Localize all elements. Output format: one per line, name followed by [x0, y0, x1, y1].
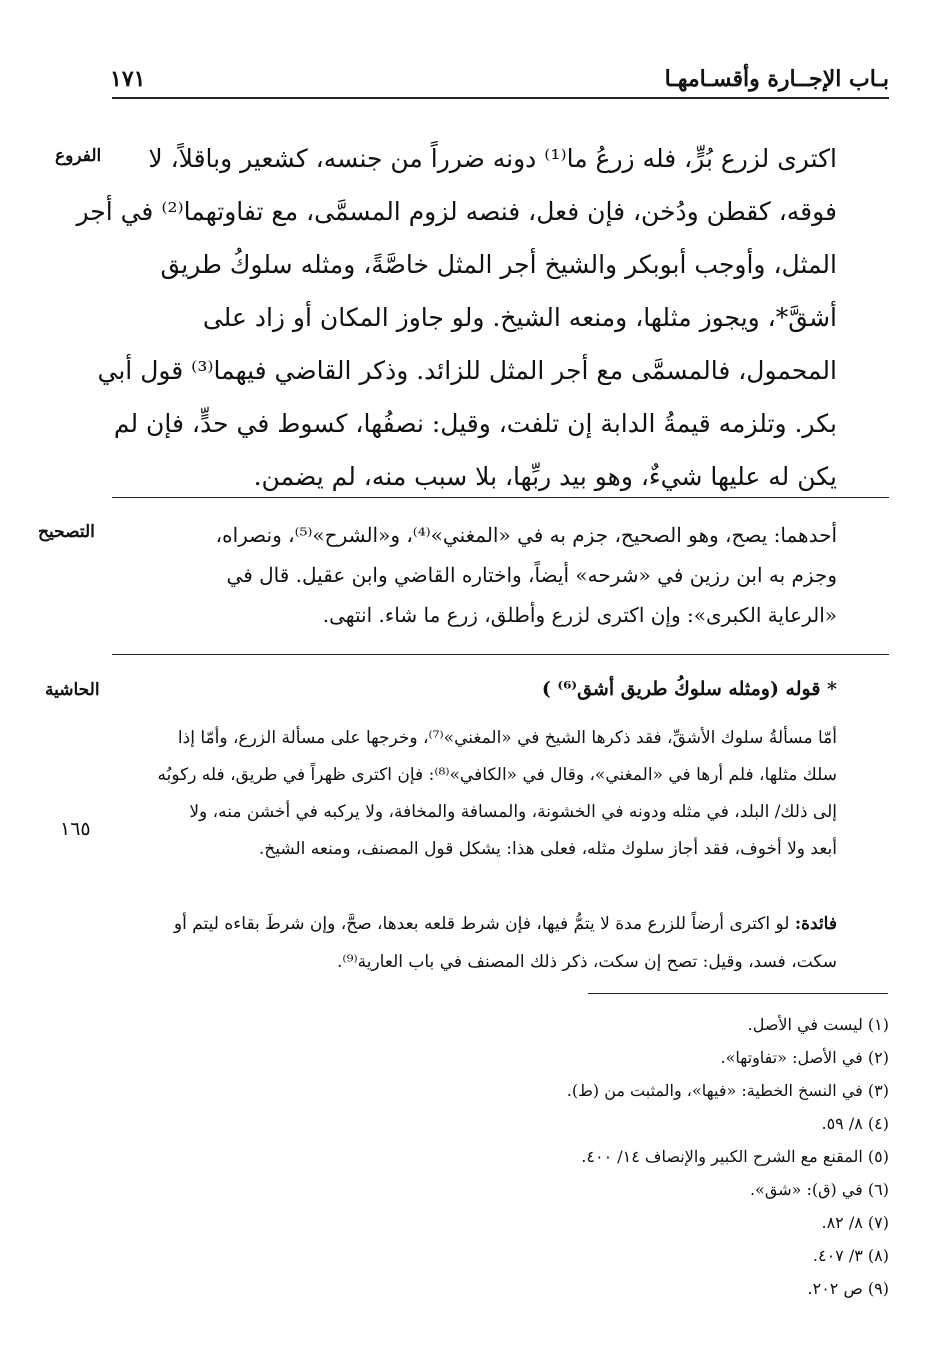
page-number: ١٧١ [110, 66, 146, 92]
main-line: أشقَّ*، ويجوز مثلها، ومنعه الشيخ. ولو جاوز المكان أو زاد على [202, 303, 837, 332]
furu-section-label: الفروع [55, 146, 102, 166]
hashiya-heading: * قوله (ومثله سلوكُ طريق أشق⁽⁶⁾ ) [541, 678, 837, 700]
main-line: بكر. وتلزمه قيمةُ الدابة إن تلفت، وقيل: نصفُها، كسوط في حدٍّ، فإن لم [113, 409, 837, 438]
footnote: (٥) المقنع مع الشرح الكبير والإنصاف ١٤/ ٤٠٠. [581, 1147, 889, 1166]
tashih-section-label: التصحيح [38, 522, 95, 542]
section-divider [112, 654, 889, 655]
tashih-line: «الرعاية الكبرى»: وإن اكترى لزرع وأطلق، زرع ما شاء. انتهى. [322, 603, 837, 627]
main-line: اكترى لزرع بُرٍّ، فله زرعُ ما⁽¹⁾ دونه ضرراً من جنسه، كشعير وباقلاً، لا [148, 144, 837, 173]
hashiya-line: أمّا مسألةُ سلوك الأشقِّ، فقد ذكرها الشيخ في «المغني»⁽⁷⁾، وخرجها على مسألة الزرع، وأمّا إذا [177, 728, 837, 748]
footnote: (٣) في النسخ الخطية: «فيها»، والمثبت من (ط). [566, 1081, 889, 1100]
footnote: (٦) في (ق): «شق». [749, 1180, 889, 1199]
faida-line: سكت، فسد، وقيل: تصح إن سكت، ذكر ذلك المصنف في باب العارية⁽⁹⁾. [337, 952, 837, 972]
faida-note [102, 905, 837, 981]
hashiya-line: سلك مثلها، فلم أرها في «المغني»، وقال في «الكافي»⁽⁸⁾: فإن اكترى ظهراً في طريق، فله ركوبُه [157, 765, 837, 785]
header-rule [112, 97, 889, 99]
footnote: (٨) ٣/ ٤٠٧. [812, 1246, 889, 1265]
faida-text: لو اكترى أرضاً للزرع مدة لا يتمُّ فيها، فإن شرط قلعه بعدها، صحَّ، وإن شرطَ بقاءه ليتم أو [173, 914, 795, 934]
main-line: المحمول، فالمسمَّى مع أجر المثل للزائد. وذكر القاضي فيهما⁽³⁾ قول أبي [97, 356, 837, 385]
hashiya-text [102, 720, 837, 868]
main-line: فوقه، كقطن ودُخن، فإن فعل، فنصه لزوم المسمَّى، مع تفاوتهما⁽²⁾ في أجر [76, 197, 837, 226]
main-line: يكن له عليها شيءٌ، وهو بيد ربِّها، بلا سبب منه، لم يضمن. [253, 462, 837, 491]
chapter-title: بـاب الإجــارة وأقسـامهـا [664, 66, 889, 92]
hashiya-line: إلى ذلك/ البلد، في مثله ودونه في الخشونة، والمسافة والمخافة، ولا يركبه في أخشن منه، ولا [189, 802, 837, 822]
section-divider [112, 497, 889, 498]
tashih-line: وجزم به ابن رزين في «شرحه» أيضاً، واختاره القاضي وابن عقيل. قال في [226, 563, 837, 587]
tashih-line: أحدهما: يصح، وهو الصحيح، جزم به في «المغني»⁽⁴⁾، و«الشرح»⁽⁵⁾، ونصراه، [215, 523, 837, 547]
footnote-rule [588, 993, 888, 994]
footnote: (٧) ٨/ ٨٢. [821, 1213, 889, 1232]
margin-page-number: ١٦٥ [60, 818, 91, 840]
footnote: (٤) ٨/ ٥٩. [821, 1114, 889, 1133]
main-line: المثل، وأوجب أبوبكر والشيخ أجر المثل خاصَّةً، ومثله سلوكُ طريق [160, 250, 837, 279]
faida-label: فائدة: [794, 914, 837, 934]
footnote: (١) ليست في الأصل. [747, 1015, 889, 1034]
faida-line [102, 905, 837, 943]
footnote: (٩) ص ٢٠٢. [807, 1279, 889, 1298]
hashiya-line: أبعد ولا أخوف، فقد أجاز سلوك مثله، فعلى هذا: يشكل قول المصنف، ومنعه الشيخ. [258, 839, 837, 859]
footnote: (٢) في الأصل: «تفاوتها». [720, 1048, 889, 1067]
hashiya-section-label: الحاشية [45, 680, 100, 700]
footnotes [567, 1008, 889, 1305]
tashih-text [105, 515, 837, 635]
